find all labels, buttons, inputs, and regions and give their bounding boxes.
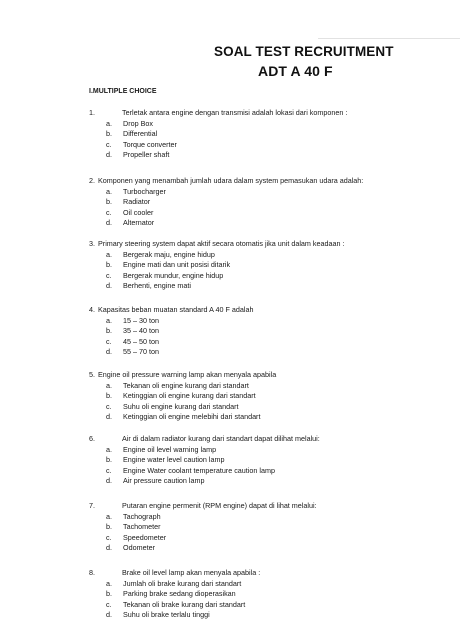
option-text: Speedometer <box>123 532 167 542</box>
question-text-line <box>89 501 459 512</box>
option-letter: c. <box>106 599 112 609</box>
answer-option <box>89 197 459 208</box>
question-number: 7. <box>89 501 95 510</box>
question-text: Kapasitas beban muatan standard A 40 F adalah <box>98 305 254 314</box>
answer-option <box>89 579 459 590</box>
option-letter: c. <box>106 532 112 542</box>
question-text: Terletak antara engine dengan transmisi adalah lokasi dari komponen : <box>122 108 348 117</box>
answer-option <box>89 150 459 161</box>
answer-option <box>89 337 459 348</box>
answer-option <box>89 412 459 423</box>
option-letter: a. <box>106 578 112 588</box>
answer-option <box>89 326 459 337</box>
option-text: Berhenti, engine mati <box>123 281 191 291</box>
question-text: Brake oil level lamp akan menyala apabila : <box>122 568 261 577</box>
answer-options <box>89 316 459 358</box>
answer-option <box>89 140 459 151</box>
option-text: Engine oil level warning lamp <box>123 444 217 454</box>
option-letter: c. <box>106 336 112 346</box>
answer-option <box>89 589 459 600</box>
answer-option <box>89 543 459 554</box>
option-text: 55 – 70 ton <box>123 347 159 357</box>
question-text-line <box>89 305 459 316</box>
answer-option <box>89 281 459 292</box>
option-text: Radiator <box>123 197 151 207</box>
answer-option <box>89 260 459 271</box>
question-text: Komponen yang menambah jumlah udara dalam system pemasukan udara adalah: <box>98 176 364 185</box>
answer-option <box>89 610 459 621</box>
answer-options <box>89 187 459 229</box>
document-subtitle: ADT A 40 F <box>258 63 333 79</box>
option-letter: c. <box>106 139 112 149</box>
question-text-line <box>89 176 459 187</box>
answer-option <box>89 476 459 487</box>
question-5 <box>89 370 459 423</box>
question-text-line <box>89 239 459 250</box>
header-rule <box>318 38 460 39</box>
option-letter: d. <box>106 347 112 357</box>
option-letter: d. <box>106 476 112 486</box>
option-letter: b. <box>106 326 112 336</box>
answer-option <box>89 119 459 130</box>
option-letter: a. <box>106 511 112 521</box>
option-text: Engine Water coolant temperature caution lamp <box>123 465 275 475</box>
option-text: Engine mati dan unit posisi ditarik <box>123 260 231 270</box>
option-letter: c. <box>106 465 112 475</box>
option-text: Jumlah oli brake kurang dari standart <box>123 578 242 588</box>
answer-option <box>89 445 459 456</box>
answer-option <box>89 187 459 198</box>
question-3 <box>89 239 459 292</box>
answer-option <box>89 600 459 611</box>
answer-option <box>89 347 459 358</box>
question-number: 6. <box>89 434 95 443</box>
answer-option <box>89 271 459 282</box>
option-text: Alternator <box>123 218 155 228</box>
option-letter: d. <box>106 150 112 160</box>
option-text: Tachograph <box>123 511 161 521</box>
question-number: 3. <box>89 239 95 248</box>
option-text: Propeller shaft <box>123 150 170 160</box>
option-text: Differential <box>123 129 158 139</box>
answer-options <box>89 512 459 554</box>
option-text: Odometer <box>123 543 155 553</box>
question-1 <box>89 108 459 161</box>
question-8 <box>89 568 459 621</box>
option-letter: b. <box>106 455 112 465</box>
question-2 <box>89 176 459 229</box>
option-letter: b. <box>106 260 112 270</box>
question-number: 2. <box>89 176 95 185</box>
option-text: Torque converter <box>123 139 177 149</box>
option-text: 15 – 30 ton <box>123 315 159 325</box>
option-text: Air pressure caution lamp <box>123 476 205 486</box>
answer-options <box>89 579 459 621</box>
question-text-line <box>89 370 459 381</box>
answer-option <box>89 466 459 477</box>
answer-option <box>89 455 459 466</box>
section-heading: I.MULTIPLE CHOICE <box>89 88 157 95</box>
answer-option <box>89 129 459 140</box>
question-number: 8. <box>89 568 95 577</box>
option-text: Ketinggian oli engine melebihi dari standart <box>123 412 261 422</box>
option-letter: c. <box>106 207 112 217</box>
question-text: Engine oil pressure warning lamp akan menyala apabila <box>98 370 277 379</box>
option-text: Tachometer <box>123 522 161 532</box>
option-text: Turbocharger <box>123 186 166 196</box>
option-text: Suhu oli engine kurang dari standart <box>123 401 239 411</box>
option-letter: a. <box>106 380 112 390</box>
option-letter: a. <box>106 315 112 325</box>
option-letter: b. <box>106 129 112 139</box>
answer-options <box>89 119 459 161</box>
document-title: SOAL TEST RECRUITMENT <box>214 44 394 59</box>
option-text: Bergerak mundur, engine hidup <box>123 270 224 280</box>
option-text: Parking brake sedang dioperasikan <box>123 589 236 599</box>
question-6 <box>89 434 459 487</box>
question-number: 4. <box>89 305 95 314</box>
option-text: Oil cooler <box>123 207 154 217</box>
answer-option <box>89 316 459 327</box>
option-letter: d. <box>106 281 112 291</box>
option-text: Bergerak maju, engine hidup <box>123 249 215 259</box>
option-letter: b. <box>106 197 112 207</box>
option-letter: a. <box>106 118 112 128</box>
option-text: Ketinggian oli engine kurang dari standart <box>123 391 256 401</box>
answer-option <box>89 208 459 219</box>
answer-option <box>89 218 459 229</box>
option-letter: a. <box>106 186 112 196</box>
question-number: 5. <box>89 370 95 379</box>
question-text: Putaran engine permenit (RPM engine) dapat di lihat melalui: <box>122 501 317 510</box>
option-text: Suhu oli brake terlalu tinggi <box>123 610 210 620</box>
option-text: Drop Box <box>123 118 153 128</box>
answer-option <box>89 250 459 261</box>
option-letter: b. <box>106 391 112 401</box>
answer-options <box>89 381 459 423</box>
answer-options <box>89 250 459 292</box>
option-text: Tekanan oli brake kurang dari standart <box>123 599 246 609</box>
answer-option <box>89 391 459 402</box>
question-text: Primary steering system dapat aktif secara otomatis jika unit dalam keadaan : <box>98 239 345 248</box>
answer-option <box>89 402 459 413</box>
answer-option <box>89 522 459 533</box>
option-text: 45 – 50 ton <box>123 336 159 346</box>
option-letter: a. <box>106 249 112 259</box>
answer-option <box>89 533 459 544</box>
option-text: Tekanan oli engine kurang dari standart <box>123 380 249 390</box>
question-7 <box>89 501 459 554</box>
answer-option <box>89 512 459 523</box>
option-text: 35 – 40 ton <box>123 326 159 336</box>
question-text-line <box>89 568 459 579</box>
option-text: Engine water level caution lamp <box>123 455 225 465</box>
answer-option <box>89 381 459 392</box>
option-letter: d. <box>106 412 112 422</box>
option-letter: d. <box>106 218 112 228</box>
question-text-line <box>89 108 459 119</box>
option-letter: a. <box>106 444 112 454</box>
option-letter: d. <box>106 543 112 553</box>
answer-options <box>89 445 459 487</box>
question-text-line <box>89 434 459 445</box>
question-text: Air di dalam radiator kurang dari standart dapat dilihat melalui: <box>122 434 320 443</box>
option-letter: d. <box>106 610 112 620</box>
option-letter: c. <box>106 270 112 280</box>
question-number: 1. <box>89 108 95 117</box>
question-4 <box>89 305 459 358</box>
option-letter: b. <box>106 589 112 599</box>
option-letter: b. <box>106 522 112 532</box>
option-letter: c. <box>106 401 112 411</box>
